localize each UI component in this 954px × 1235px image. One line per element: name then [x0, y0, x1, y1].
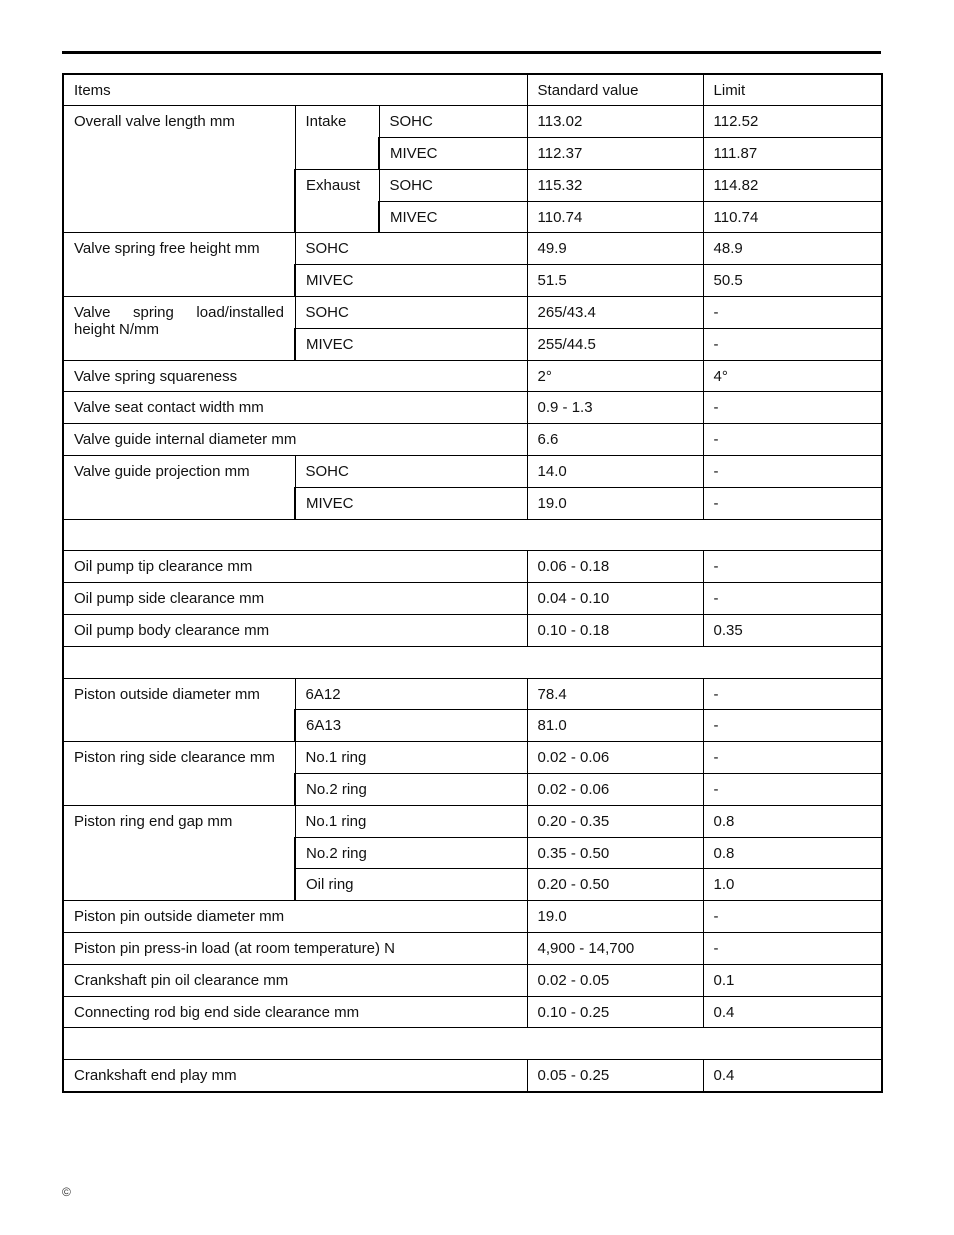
variant-label: 6A12 — [295, 678, 527, 710]
table-row — [63, 551, 882, 583]
table-row — [63, 901, 882, 933]
standard-value: 78.4 — [527, 678, 703, 710]
standard-value: 19.0 — [527, 487, 703, 519]
limit-value: 48.9 — [703, 233, 882, 265]
item-label: Valve guide projection mm — [63, 456, 295, 520]
table-row — [63, 106, 882, 138]
limit-value: 110.74 — [703, 201, 882, 233]
variant-label: SOHC — [295, 297, 527, 329]
sub-label: Intake — [295, 106, 379, 170]
standard-value: 0.10 - 0.18 — [527, 615, 703, 647]
limit-value: 111.87 — [703, 138, 882, 170]
item-label: Valve seat contact width mm — [63, 392, 527, 424]
variant-label: No.2 ring — [295, 774, 527, 806]
table-row — [63, 297, 882, 329]
limit-value: - — [703, 678, 882, 710]
limit-value: - — [703, 583, 882, 615]
table-header-row — [63, 74, 882, 106]
limit-value: 0.8 — [703, 805, 882, 837]
limit-value: 1.0 — [703, 869, 882, 901]
standard-value: 2° — [527, 360, 703, 392]
limit-value: - — [703, 933, 882, 965]
limit-value: - — [703, 456, 882, 488]
section-separator — [63, 646, 882, 678]
sub-label: Exhaust — [295, 169, 379, 233]
item-label: Piston outside diameter mm — [63, 678, 295, 742]
standard-value: 0.35 - 0.50 — [527, 837, 703, 869]
variant-label: MIVEC — [295, 487, 527, 519]
header-items: Items — [63, 74, 527, 106]
table-row — [63, 456, 882, 488]
limit-value: - — [703, 424, 882, 456]
standard-value: 255/44.5 — [527, 328, 703, 360]
table-row — [63, 615, 882, 647]
table-row — [63, 1060, 882, 1092]
top-rule — [62, 51, 881, 54]
limit-value: 114.82 — [703, 169, 882, 201]
limit-value: 0.8 — [703, 837, 882, 869]
table-row — [63, 933, 882, 965]
item-label: Piston pin press-in load (at room temperature) N — [63, 933, 527, 965]
limit-value: - — [703, 392, 882, 424]
variant-label: MIVEC — [379, 201, 527, 233]
standard-value: 115.32 — [527, 169, 703, 201]
table-row — [63, 360, 882, 392]
standard-value: 0.02 - 0.05 — [527, 964, 703, 996]
item-label: Piston pin outside diameter mm — [63, 901, 527, 933]
section-separator-row — [63, 1028, 882, 1060]
limit-value: - — [703, 297, 882, 329]
item-label: Valve spring load/installed height N/mm — [63, 297, 295, 361]
limit-value: - — [703, 774, 882, 806]
variant-label: 6A13 — [295, 710, 527, 742]
item-label: Valve spring free height mm — [63, 233, 295, 297]
table-row — [63, 805, 882, 837]
item-label: Crankshaft end play mm — [63, 1060, 527, 1092]
table-row — [63, 424, 882, 456]
table-row — [63, 392, 882, 424]
item-label: Oil pump body clearance mm — [63, 615, 527, 647]
standard-value: 49.9 — [527, 233, 703, 265]
standard-value: 265/43.4 — [527, 297, 703, 329]
limit-value: 0.1 — [703, 964, 882, 996]
limit-value: 112.52 — [703, 106, 882, 138]
variant-label: MIVEC — [379, 138, 527, 170]
standard-value: 0.10 - 0.25 — [527, 996, 703, 1028]
variant-label: Oil ring — [295, 869, 527, 901]
header-standard-value: Standard value — [527, 74, 703, 106]
variant-label: SOHC — [295, 233, 527, 265]
item-label: Oil pump side clearance mm — [63, 583, 527, 615]
item-label: Crankshaft pin oil clearance mm — [63, 964, 527, 996]
item-label: Oil pump tip clearance mm — [63, 551, 527, 583]
standard-value: 0.05 - 0.25 — [527, 1060, 703, 1092]
variant-label: SOHC — [379, 106, 527, 138]
standard-value: 6.6 — [527, 424, 703, 456]
standard-value: 51.5 — [527, 265, 703, 297]
section-separator-row — [63, 519, 882, 551]
table-row — [63, 742, 882, 774]
table-row — [63, 964, 882, 996]
limit-value: - — [703, 901, 882, 933]
table-row — [63, 233, 882, 265]
section-separator — [63, 519, 882, 551]
limit-value: - — [703, 487, 882, 519]
limit-value: 4° — [703, 360, 882, 392]
standard-value: 110.74 — [527, 201, 703, 233]
limit-value: 0.4 — [703, 996, 882, 1028]
item-label: Piston ring side clearance mm — [63, 742, 295, 806]
standard-value: 19.0 — [527, 901, 703, 933]
standard-value: 0.9 - 1.3 — [527, 392, 703, 424]
variant-label: No.1 ring — [295, 742, 527, 774]
item-label: Overall valve length mm — [63, 106, 295, 233]
limit-value: - — [703, 328, 882, 360]
variant-label: No.2 ring — [295, 837, 527, 869]
item-label: Valve guide internal diameter mm — [63, 424, 527, 456]
table-row — [63, 996, 882, 1028]
standard-value: 112.37 — [527, 138, 703, 170]
standard-value: 0.06 - 0.18 — [527, 551, 703, 583]
standard-value: 14.0 — [527, 456, 703, 488]
standard-value: 0.02 - 0.06 — [527, 742, 703, 774]
standard-value: 81.0 — [527, 710, 703, 742]
variant-label: MIVEC — [295, 265, 527, 297]
variant-label: No.1 ring — [295, 805, 527, 837]
standard-value: 0.02 - 0.06 — [527, 774, 703, 806]
section-separator-row — [63, 646, 882, 678]
limit-value: - — [703, 742, 882, 774]
standard-value: 4,900 - 14,700 — [527, 933, 703, 965]
limit-value: 0.35 — [703, 615, 882, 647]
limit-value: 0.4 — [703, 1060, 882, 1092]
limit-value: 50.5 — [703, 265, 882, 297]
copyright-mark: © — [62, 1185, 71, 1199]
header-limit: Limit — [703, 74, 882, 106]
limit-value: - — [703, 551, 882, 583]
item-label: Valve spring squareness — [63, 360, 527, 392]
standard-value: 0.04 - 0.10 — [527, 583, 703, 615]
limit-value: - — [703, 710, 882, 742]
table-row — [63, 583, 882, 615]
table-row — [63, 678, 882, 710]
variant-label: SOHC — [379, 169, 527, 201]
variant-label: SOHC — [295, 456, 527, 488]
specification-table — [62, 73, 883, 1093]
standard-value: 0.20 - 0.35 — [527, 805, 703, 837]
section-separator — [63, 1028, 882, 1060]
standard-value: 113.02 — [527, 106, 703, 138]
standard-value: 0.20 - 0.50 — [527, 869, 703, 901]
variant-label: MIVEC — [295, 328, 527, 360]
item-label: Connecting rod big end side clearance mm — [63, 996, 527, 1028]
item-label: Piston ring end gap mm — [63, 805, 295, 900]
